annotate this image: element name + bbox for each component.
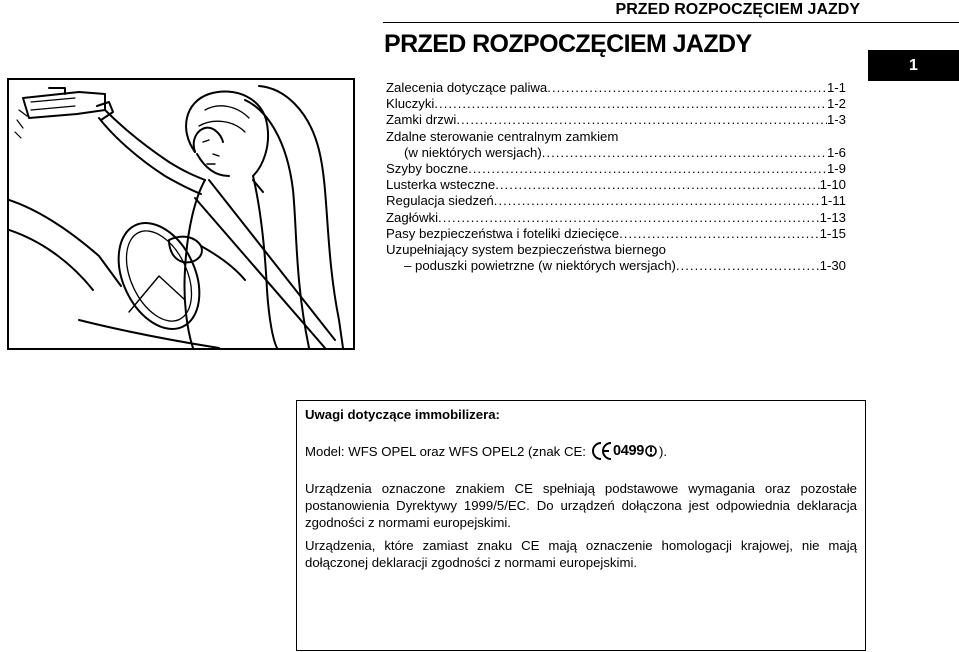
chapter-title: PRZED ROZPOCZĘCIEM JAZDY — [384, 30, 752, 58]
header-rule — [383, 22, 959, 23]
toc-entry-page: 1-13 — [819, 209, 846, 225]
toc-entry-page: 1-15 — [819, 225, 846, 241]
toc-entry — [386, 112, 846, 128]
notice-paragraph-2: Urządzenia, które zamiast znaku CE mają oznaczenie homologacji krajowej, nie mają dołączonej deklaracji zgodności z normami europejskimi. — [305, 538, 857, 570]
running-header: PRZED ROZPOCZĘCIEM JAZDY — [615, 1, 860, 18]
toc-entry-page: 1-6 — [826, 144, 846, 160]
toc-entry-page: 1-11 — [820, 193, 846, 209]
immobilizer-notice — [296, 400, 866, 651]
toc-entry-title: Regulacja siedzeń — [386, 193, 494, 209]
toc-entry-page: 1-9 — [826, 161, 846, 177]
toc-entry — [386, 145, 846, 161]
table-of-contents — [386, 80, 846, 274]
toc-entry — [386, 226, 846, 242]
toc-entry-page: 1-1 — [826, 80, 846, 95]
toc-entry-title: Pasy bezpieczeństwa i foteliki dziecięce — [386, 225, 620, 241]
toc-entry-title: Kluczyki — [386, 96, 435, 112]
ce-number: 0499 — [612, 443, 644, 459]
toc-entry-title: – poduszki powietrzne (w niektórych wersjach) — [404, 258, 676, 274]
ce-mark — [592, 441, 657, 461]
toc-entry-page: 1-30 — [819, 258, 846, 274]
toc-entry-title: Szyby boczne — [386, 161, 469, 177]
ce-icon — [592, 441, 612, 461]
toc-entry — [386, 129, 846, 145]
toc-entry — [386, 80, 846, 96]
toc-entry-page: 1-2 — [826, 96, 846, 112]
model-prefix: Model: WFS OPEL oraz WFS OPEL2 (znak CE: — [305, 443, 586, 459]
toc-entry — [386, 242, 846, 258]
mirror-icon — [23, 92, 105, 118]
chapter-tab: 1 — [868, 50, 959, 81]
toc-entry-title: Zdalne sterowanie centralnym zamkiem — [386, 128, 619, 144]
driver-illustration — [7, 78, 355, 350]
toc-entry-title: Zalecenia dotyczące paliwa — [386, 80, 548, 95]
toc-entry — [386, 96, 846, 112]
alert-class-icon — [645, 441, 657, 461]
toc-entry-title: Zamki drzwi — [386, 112, 457, 128]
toc-entry-title: (w niektórych wersjach) — [404, 144, 542, 160]
toc-entry — [386, 193, 846, 209]
toc-entry-page: 1-10 — [819, 177, 846, 193]
toc-entry — [386, 177, 846, 193]
toc-entry-title: Uzupełniający system bezpieczeństwa biernego — [386, 242, 667, 258]
toc-entry-page: 1-3 — [826, 112, 846, 128]
model-suffix: ). — [659, 443, 668, 459]
notice-paragraph-1: Urządzenia oznaczone znakiem CE spełniają podstawowe wymagania oraz pozostałe postanowienia Dyrektywy 1999/5/EC. Do urządzeń dołączona jest odpowiednia deklaracja zgodności z normami europejskimi. — [305, 481, 857, 530]
toc-entry — [386, 258, 846, 274]
toc-entry-title: Zagłówki — [386, 209, 439, 225]
toc-entry-title: Lusterka wsteczne — [386, 177, 496, 193]
toc-entry — [386, 161, 846, 177]
toc-entry — [386, 210, 846, 226]
notice-heading: Uwagi dotyczące immobilizera: — [305, 407, 500, 422]
model-line — [305, 441, 667, 461]
